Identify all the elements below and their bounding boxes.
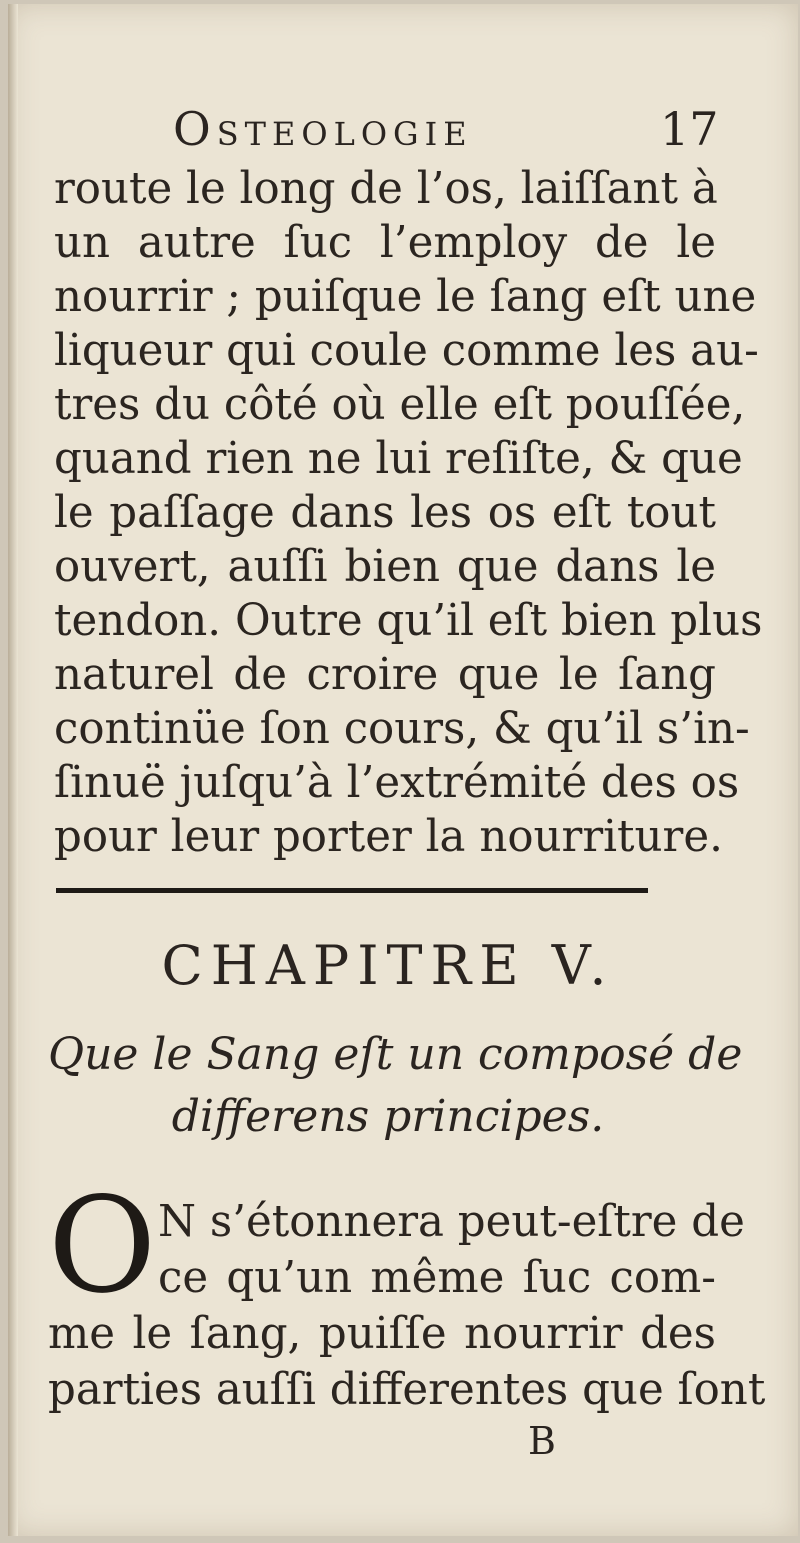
body-text	[54, 162, 763, 864]
running-title: Osteologie	[173, 102, 473, 156]
subtitle-line: Que le Sang eſt un composé de	[48, 1029, 743, 1080]
text-line: naturel de croire que le ſang	[54, 650, 716, 700]
text-line: continüe ſon cours, & qu’il s’in-	[54, 704, 750, 754]
text-line: tres du côté où elle eſt pouſſée,	[54, 380, 746, 430]
text-line: ſinuë juſqu’à l’extrémité des os	[54, 758, 740, 808]
text-line: liqueur qui coule comme les au-	[54, 326, 759, 376]
page-gutter	[8, 4, 18, 1536]
text-line: route le long de l’os, laiſſant à	[54, 164, 718, 214]
page-number: 17	[660, 102, 719, 156]
opening-paragraph	[48, 1169, 766, 1418]
subtitle-line: differens principes.	[171, 1091, 605, 1142]
drop-cap: O	[48, 1169, 157, 1323]
text-line: tendon. Outre qu’il eſt bien plus	[54, 596, 763, 646]
chapter-subtitle	[48, 1024, 743, 1148]
section-rule	[56, 888, 648, 893]
text-line: un autre ſuc l’employ de le	[54, 218, 716, 268]
text-line: nourrir ; puiſque le ſang eſt une	[54, 272, 757, 322]
book-page	[8, 4, 798, 1536]
running-head	[8, 102, 798, 162]
text-line: le paſſage dans les os eſt tout	[54, 488, 716, 538]
text-line: ce qu’un même ſuc com-	[158, 1253, 716, 1303]
chapter-title: CHAPITRE V.	[161, 934, 615, 997]
text-line: me le ſang, puiſſe nourrir des	[48, 1309, 716, 1359]
text-line: pour leur porter la nourriture.	[54, 812, 723, 862]
text-line: quand rien ne lui reſiſte, & que	[54, 434, 743, 484]
text-line: ouvert, auſſi bien que dans le	[54, 542, 716, 592]
text-line: parties auſſi differentes que ſont	[48, 1365, 766, 1415]
text-line: N s’étonnera peut-eſtre de	[158, 1197, 745, 1247]
signature-mark: B	[528, 1419, 556, 1463]
